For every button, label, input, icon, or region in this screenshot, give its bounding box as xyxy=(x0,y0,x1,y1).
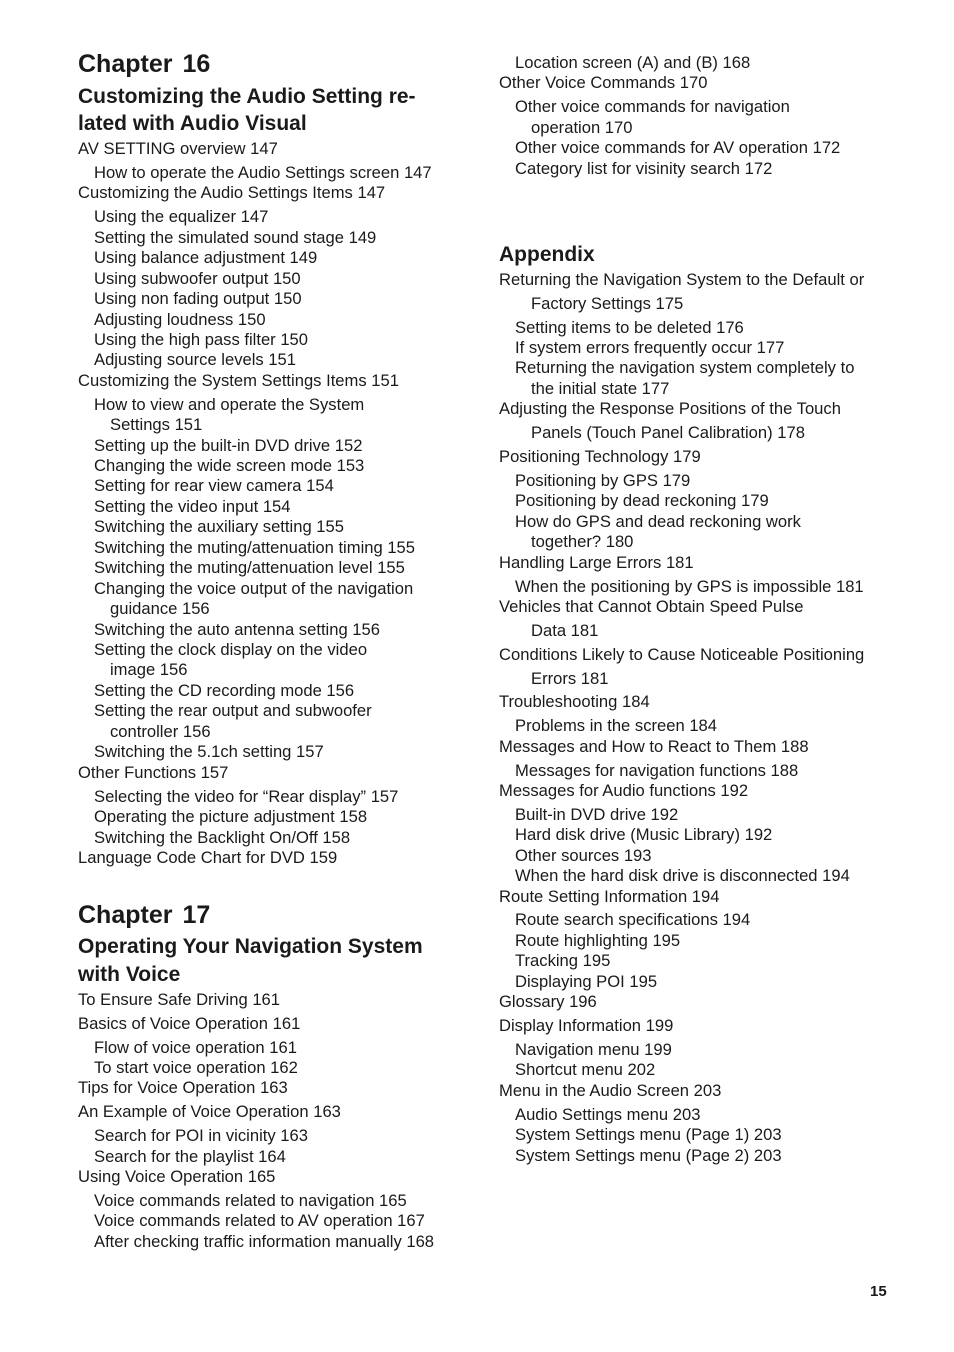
toc-entry[interactable]: Audio Settings menu 203 xyxy=(515,1105,701,1124)
toc-entry-continued[interactable]: Errors 181 xyxy=(531,669,609,688)
toc-entry[interactable]: System Settings menu (Page 1) 203 xyxy=(515,1125,782,1144)
toc-entry[interactable]: Messages for Audio functions 192 xyxy=(499,781,749,800)
toc-entry[interactable]: Voice commands related to navigation 165 xyxy=(94,1191,407,1210)
toc-entry[interactable]: Positioning by dead reckoning 179 xyxy=(515,491,769,510)
toc-entry[interactable]: Adjusting the Response Positions of the Touch xyxy=(499,399,841,418)
toc-entry[interactable]: Flow of voice operation 161 xyxy=(94,1038,297,1057)
toc-entry-continued[interactable]: guidance 156 xyxy=(110,599,210,618)
toc-entry[interactable]: Changing the wide screen mode 153 xyxy=(94,456,365,475)
toc-entry[interactable]: Adjusting source levels 151 xyxy=(94,350,297,369)
toc-entry-continued[interactable]: operation 170 xyxy=(531,118,633,137)
toc-entry[interactable]: Switching the 5.1ch setting 157 xyxy=(94,742,324,761)
toc-entry[interactable]: Language Code Chart for DVD 159 xyxy=(78,848,338,867)
chapter-16-heading-line2: lated with Audio Visual xyxy=(78,112,307,135)
toc-entry[interactable]: When the hard disk drive is disconnected 194 xyxy=(515,866,850,885)
toc-entry[interactable]: Conditions Likely to Cause Noticeable Positioning xyxy=(499,645,865,664)
toc-entry[interactable]: Using Voice Operation 165 xyxy=(78,1167,276,1186)
chapter-17-heading-line2: with Voice xyxy=(78,963,181,986)
toc-entry[interactable]: Other Functions 157 xyxy=(78,763,229,782)
toc-entry[interactable]: Menu in the Audio Screen 203 xyxy=(499,1081,722,1100)
toc-entry[interactable]: Other Voice Commands 170 xyxy=(499,73,708,92)
toc-entry[interactable]: Using the high pass filter 150 xyxy=(94,330,309,349)
toc-entry[interactable]: Tips for Voice Operation 163 xyxy=(78,1078,288,1097)
toc-entry[interactable]: Vehicles that Cannot Obtain Speed Pulse xyxy=(499,597,804,616)
toc-entry[interactable]: How to view and operate the System xyxy=(94,395,365,414)
toc-entry[interactable]: Customizing the Audio Settings Items 147 xyxy=(78,183,386,202)
toc-entry[interactable]: Setting the clock display on the video xyxy=(94,640,368,659)
toc-entry[interactable]: Using non fading output 150 xyxy=(94,289,302,308)
toc-entry-continued[interactable]: Settings 151 xyxy=(110,415,203,434)
toc-entry[interactable]: Setting the rear output and subwoofer xyxy=(94,701,372,720)
chapter-16-title: Chapter 16 xyxy=(78,50,211,78)
toc-entry[interactable]: Basics of Voice Operation 161 xyxy=(78,1014,301,1033)
toc-entry-continued[interactable]: controller 156 xyxy=(110,722,211,741)
toc-entry[interactable]: How do GPS and dead reckoning work xyxy=(515,512,801,531)
toc-entry[interactable]: Other sources 193 xyxy=(515,846,652,865)
toc-entry[interactable]: Selecting the video for “Rear display” 157 xyxy=(94,787,399,806)
toc-entry-continued[interactable]: image 156 xyxy=(110,660,188,679)
toc-entry[interactable]: Positioning Technology 179 xyxy=(499,447,701,466)
toc-entry[interactable]: Voice commands related to AV operation 167 xyxy=(94,1211,425,1230)
toc-entry[interactable]: Switching the auto antenna setting 156 xyxy=(94,620,380,639)
toc-entry[interactable]: AV SETTING overview 147 xyxy=(78,139,278,158)
toc-entry[interactable]: Search for the playlist 164 xyxy=(94,1147,286,1166)
toc-entry[interactable]: Route search specifications 194 xyxy=(515,910,751,929)
toc-entry[interactable]: Changing the voice output of the navigation xyxy=(94,579,414,598)
toc-entry-continued[interactable]: the initial state 177 xyxy=(531,379,670,398)
toc-entry[interactable]: Built-in DVD drive 192 xyxy=(515,805,679,824)
toc-entry-continued[interactable]: Factory Settings 175 xyxy=(531,294,684,313)
chapter-17-heading-line1: Operating Your Navigation System xyxy=(78,935,423,958)
toc-entry[interactable]: Messages and How to React to Them 188 xyxy=(499,737,809,756)
toc-entry[interactable]: Returning the navigation system completely to xyxy=(515,358,855,377)
toc-entry[interactable]: Location screen (A) and (B) 168 xyxy=(515,53,751,72)
toc-entry[interactable]: Other voice commands for navigation xyxy=(515,97,790,116)
toc-entry[interactable]: To start voice operation 162 xyxy=(94,1058,298,1077)
chapter-17-title: Chapter 17 xyxy=(78,901,211,929)
toc-entry[interactable]: Displaying POI 195 xyxy=(515,972,658,991)
toc-entry[interactable]: To Ensure Safe Driving 161 xyxy=(78,990,281,1009)
toc-entry[interactable]: If system errors frequently occur 177 xyxy=(515,338,785,357)
toc-entry[interactable]: Adjusting loudness 150 xyxy=(94,310,266,329)
toc-entry[interactable]: Setting items to be deleted 176 xyxy=(515,318,744,337)
chapter-16-heading-line1: Customizing the Audio Setting re- xyxy=(78,85,416,108)
toc-entry[interactable]: Positioning by GPS 179 xyxy=(515,471,691,490)
toc-entry[interactable]: Problems in the screen 184 xyxy=(515,716,718,735)
toc-entry[interactable]: Glossary 196 xyxy=(499,992,597,1011)
toc-entry[interactable]: Tracking 195 xyxy=(515,951,611,970)
toc-entry[interactable]: Setting for rear view camera 154 xyxy=(94,476,334,495)
toc-entry[interactable]: How to operate the Audio Settings screen 147 xyxy=(94,163,432,182)
toc-entry[interactable]: Switching the muting/attenuation timing 155 xyxy=(94,538,416,557)
toc-entry[interactable]: An Example of Voice Operation 163 xyxy=(78,1102,341,1121)
toc-entry[interactable]: Display Information 199 xyxy=(499,1016,674,1035)
toc-entry[interactable]: Navigation menu 199 xyxy=(515,1040,672,1059)
toc-entry[interactable]: Setting up the built-in DVD drive 152 xyxy=(94,436,363,455)
toc-entry[interactable]: Using balance adjustment 149 xyxy=(94,248,318,267)
toc-entry[interactable]: Handling Large Errors 181 xyxy=(499,553,694,572)
toc-entry[interactable]: Search for POI in vicinity 163 xyxy=(94,1126,308,1145)
toc-entry[interactable]: Route Setting Information 194 xyxy=(499,887,720,906)
toc-entry[interactable]: Setting the simulated sound stage 149 xyxy=(94,228,377,247)
toc-entry[interactable]: Hard disk drive (Music Library) 192 xyxy=(515,825,773,844)
toc-entry[interactable]: Customizing the System Settings Items 151 xyxy=(78,371,399,390)
toc-entry[interactable]: When the positioning by GPS is impossible 181 xyxy=(515,577,864,596)
toc-entry[interactable]: Using subwoofer output 150 xyxy=(94,269,301,288)
toc-entry[interactable]: System Settings menu (Page 2) 203 xyxy=(515,1146,782,1165)
toc-entry[interactable]: Operating the picture adjustment 158 xyxy=(94,807,368,826)
toc-entry[interactable]: Setting the CD recording mode 156 xyxy=(94,681,355,700)
toc-entry[interactable]: Using the equalizer 147 xyxy=(94,207,269,226)
toc-entry[interactable]: Switching the Backlight On/Off 158 xyxy=(94,828,351,847)
toc-entry[interactable]: Other voice commands for AV operation 172 xyxy=(515,138,841,157)
toc-entry[interactable]: Shortcut menu 202 xyxy=(515,1060,656,1079)
toc-entry-continued[interactable]: Data 181 xyxy=(531,621,599,640)
toc-entry[interactable]: Setting the video input 154 xyxy=(94,497,291,516)
toc-entry-continued[interactable]: together? 180 xyxy=(531,532,634,551)
appendix-heading: Appendix xyxy=(499,243,595,266)
toc-entry[interactable]: Switching the auxiliary setting 155 xyxy=(94,517,344,536)
toc-entry[interactable]: Category list for visinity search 172 xyxy=(515,159,773,178)
toc-entry[interactable]: After checking traffic information manually 168 xyxy=(94,1232,435,1251)
toc-entry[interactable]: Route highlighting 195 xyxy=(515,931,681,950)
toc-entry-continued[interactable]: Panels (Touch Panel Calibration) 178 xyxy=(531,423,805,442)
page-number: 15 xyxy=(870,1283,887,1300)
toc-entry[interactable]: Switching the muting/attenuation level 155 xyxy=(94,558,405,577)
toc-entry[interactable]: Troubleshooting 184 xyxy=(499,692,650,711)
toc-entry[interactable]: Messages for navigation functions 188 xyxy=(515,761,799,780)
toc-entry[interactable]: Returning the Navigation System to the Default or xyxy=(499,270,865,289)
